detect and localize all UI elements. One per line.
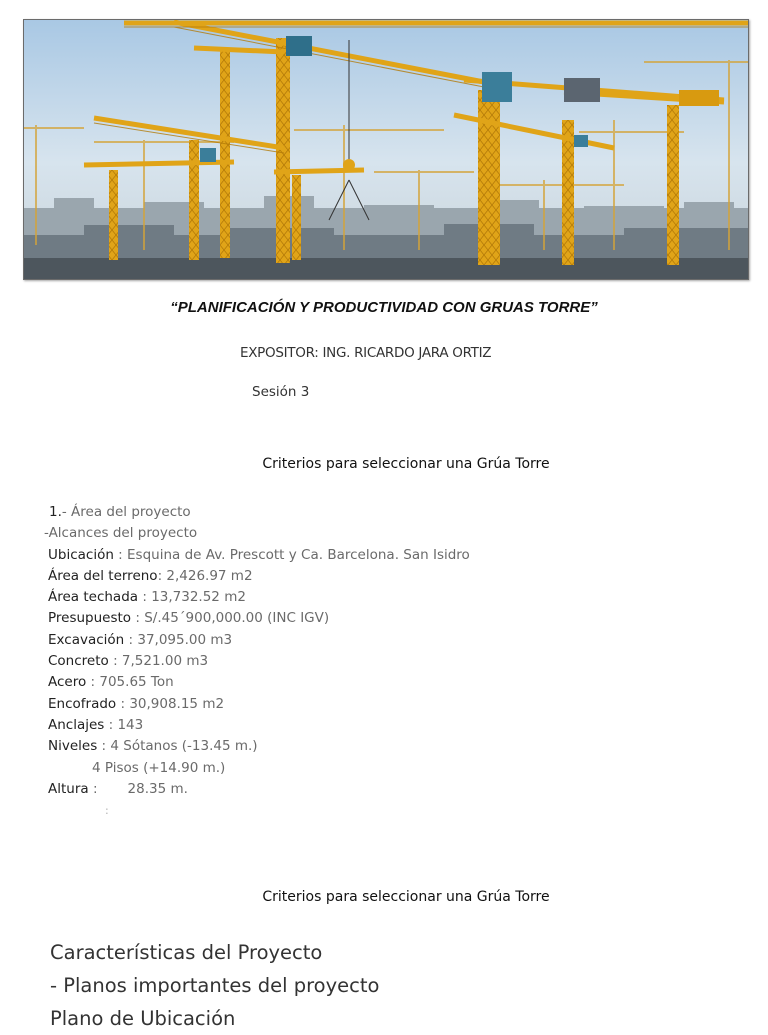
detail-row [44, 736, 470, 757]
tower-cranes-illustration [24, 20, 748, 279]
characteristics-item: Características del Proyecto [50, 941, 323, 964]
speaker-name: EXPOSITOR: ING. RICARDO JARA ORTIZ [240, 345, 492, 361]
detail-label: Niveles [48, 738, 98, 755]
detail-label: Área del terreno [48, 567, 158, 584]
detail-value: : 7,521.00 m3 [108, 653, 209, 670]
presentation-title: “PLANIFICACIÓN Y PRODUCTIVIDAD CON GRUAS TORRE” [170, 299, 598, 316]
detail-label: Encofrado [48, 695, 117, 712]
height-row [44, 779, 470, 800]
tower-cranes-photo [23, 19, 749, 280]
detail-label: Anclajes [48, 716, 105, 733]
detail-value: : 143 [104, 716, 144, 733]
detail-row [44, 651, 470, 672]
detail-label: Área techada [48, 589, 139, 606]
characteristics-item: - Planos importantes del proyecto [50, 974, 380, 997]
section-title-row [44, 502, 470, 523]
detail-label: Acero [48, 674, 87, 691]
detail-label: Excavación [48, 631, 125, 648]
detail-label: Ubicación [48, 546, 114, 563]
section-number: 1. [49, 504, 62, 520]
detail-row [44, 566, 470, 587]
detail-label: Concreto [48, 653, 109, 670]
stray-colon-row [44, 800, 470, 821]
detail-value: : 30,908.15 m2 [116, 695, 225, 712]
project-details [44, 502, 470, 821]
height-label: Altura [48, 780, 89, 797]
detail-value: : 2,426.97 m2 [157, 567, 253, 584]
scope-row [44, 523, 470, 544]
detail-row [44, 672, 470, 693]
section-heading-1: Criterios para seleccionar una Grúa Torre [262, 456, 550, 472]
detail-row [44, 608, 470, 629]
characteristics-list [50, 936, 379, 1035]
levels-extra-row [44, 758, 470, 779]
detail-row [44, 587, 470, 608]
scope-label: -Alcances del proyecto [44, 525, 198, 542]
detail-value: : Esquina de Av. Prescott y Ca. Barcelona. San Isidro [113, 546, 470, 563]
characteristics-item: Plano de Ubicación [50, 1007, 236, 1030]
detail-value: : 4 Sótanos (-13.45 m.) [97, 738, 258, 755]
levels-extra: 4 Pisos (+14.90 m.) [92, 759, 226, 776]
section-title: - Área del proyecto [61, 504, 191, 520]
detail-row [44, 715, 470, 736]
detail-row [44, 545, 470, 566]
detail-value: : 705.65 Ton [86, 674, 174, 691]
detail-row [44, 694, 470, 715]
stray-colon: : [105, 804, 109, 818]
session-label: Sesión 3 [252, 384, 310, 400]
detail-row [44, 630, 470, 651]
height-separator: : [88, 780, 98, 797]
detail-value: : 37,095.00 m3 [124, 631, 233, 648]
height-value: 28.35 m. [127, 780, 188, 797]
section-heading-2: Criterios para seleccionar una Grúa Torre [262, 889, 550, 905]
detail-value: : 13,732.52 m2 [138, 589, 246, 606]
detail-value: : S/.45´900,000.00 (INC IGV) [131, 610, 330, 627]
detail-label: Presupuesto [48, 610, 132, 627]
